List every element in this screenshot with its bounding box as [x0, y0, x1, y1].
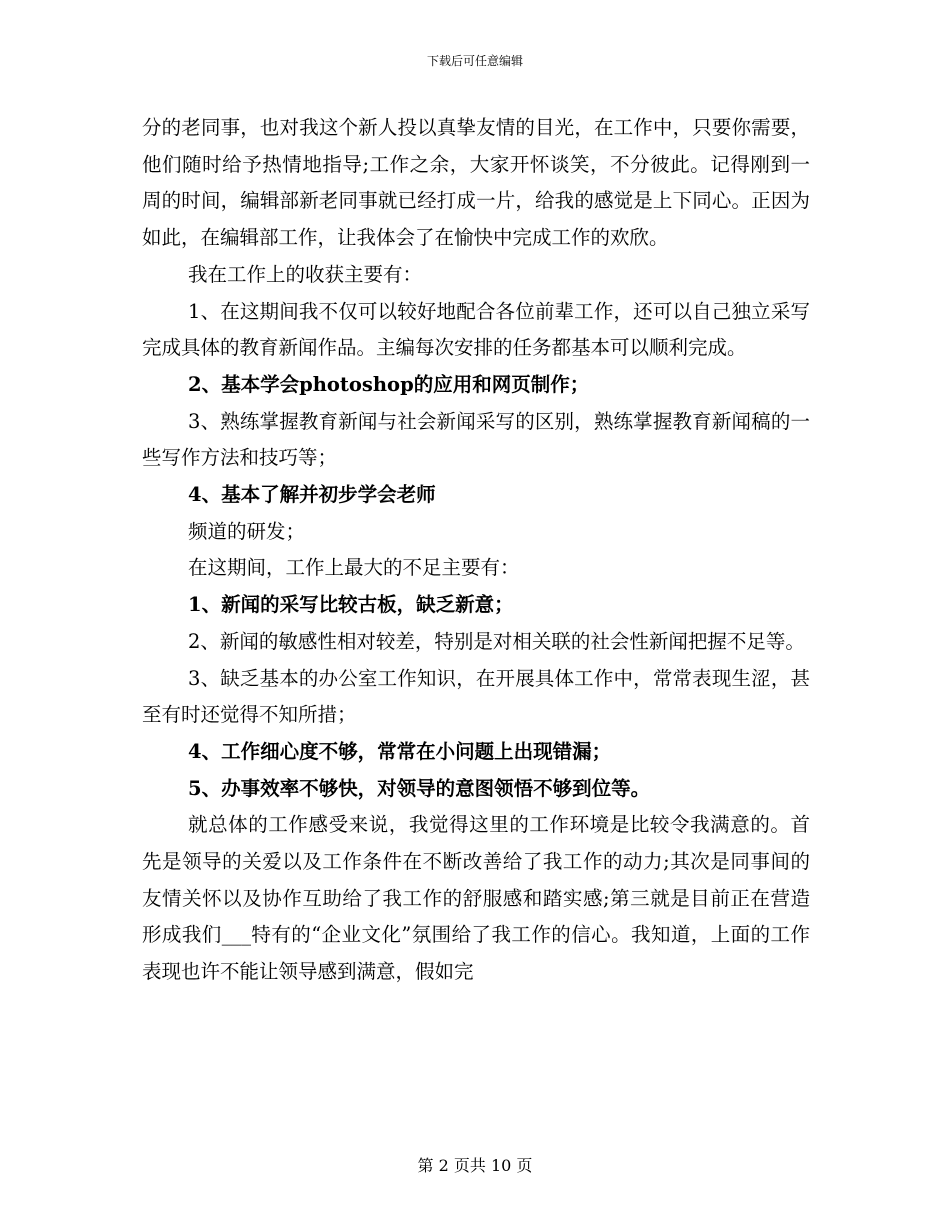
paragraph: 频道的研发； — [188, 519, 306, 543]
paragraph: 2、基本学会photoshop的应用和网页制作； — [188, 372, 590, 396]
paragraph: 就总体的工作感受来说，我觉得这里的工作环境是比较令我满意的。首先是领导的关爱以及工作条件在不断改善给了我工作的动力;其次是同事间的友情关怀以及协作互助给了我工作的舒服感和踏实感;第三就是目前正在营造形成我们___特有的“企业文化”氛围给了我工作的信心。我知道，上面的工作表现也许不能让领导感到满意，假如完 — [142, 813, 810, 984]
paragraph: 4、基本了解并初步学会老师 — [188, 483, 436, 507]
document-body — [142, 110, 810, 991]
paragraph: 4、工作细心度不够，常常在小问题上出现错漏； — [188, 739, 612, 763]
paragraph: 5、办事效率不够快，对领导的意图领悟不够到位等。 — [188, 776, 651, 800]
paragraph: 分的老同事，也对我这个新人投以真挚友情的目光，在工作中，只要你需要，他们随时给予热情地指导;工作之余，大家开怀谈笑，不分彼此。记得刚到一周的时间，编辑部新老同事就已经打成一片，给我的感觉是上下同心。正因为如此，在编辑部工作，让我体会了在愉快中完成工作的欢欣。 — [142, 116, 810, 250]
paragraph: 1、新闻的采写比较古板，缺乏新意； — [188, 593, 514, 617]
paragraph: 在这期间，工作上最大的不足主要有： — [188, 556, 520, 580]
paragraph: 2、新闻的敏感性相对较差，特别是对相关联的社会性新闻把握不足等。 — [188, 629, 805, 653]
paragraph: 1、在这期间我不仅可以较好地配合各位前辈工作，还可以自己独立采写完成具体的教育新闻作品。主编每次安排的任务都基本可以顺利完成。 — [142, 299, 810, 360]
paragraph: 3、熟练掌握教育新闻与社会新闻采写的区别，熟练掌握教育新闻稿的一些写作方法和技巧等； — [142, 409, 810, 470]
page-header: 下载后可任意编辑 — [426, 54, 523, 68]
page-footer: 第 2 页共 10 页 — [417, 1156, 533, 1175]
paragraph: 3、缺乏基本的办公室工作知识，在开展具体工作中，常常表现生涩，甚至有时还觉得不知所措； — [142, 666, 810, 727]
paragraph: 我在工作上的收获主要有： — [188, 262, 423, 286]
